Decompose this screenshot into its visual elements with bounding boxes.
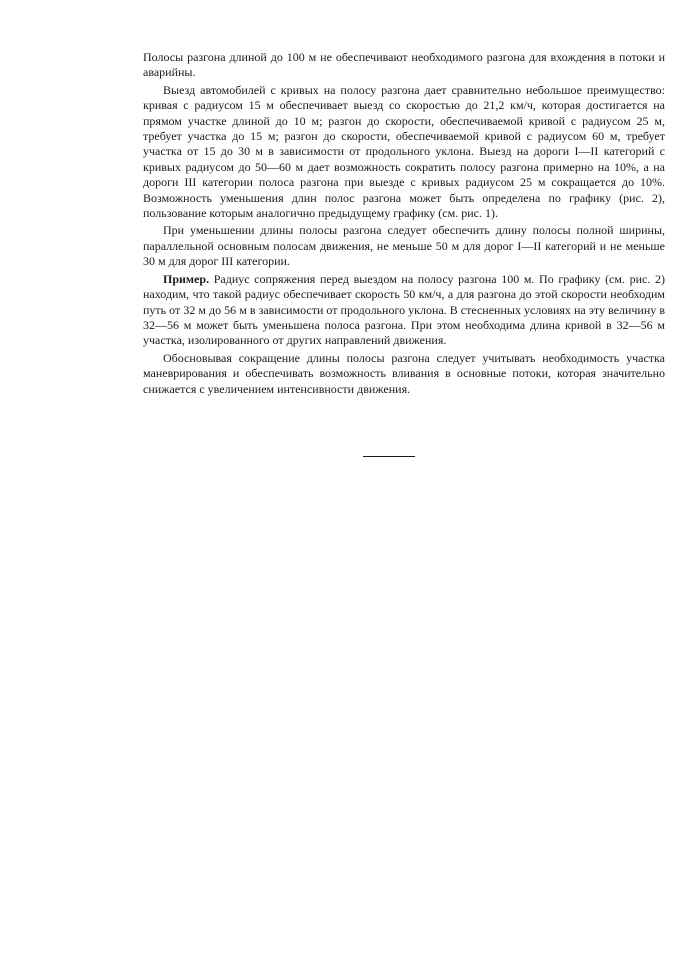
paragraph-2 — [143, 83, 665, 222]
paragraph-3-text: При уменьшении длины полосы разгона следует обеспечить длину полосы полной ширины, параллельной основным полосам движения, не меньше 50 м для дорог I—II категорий и не меньше 30 м для дорог III категории. — [143, 223, 665, 269]
paragraph-2-text: Выезд автомобилей с кривых на полосу разгона дает сравнительно небольшое преимущество: кривая с радиусом 15 м обеспечивает выезд со скоростью до 21,2 км/ч, которая достигается на прямом участке длиной до 10 м; разгон до скорости, обеспечиваемой кривой с радиусом 25 м, требует участка до 15 м; разгон до скорости, обеспечиваемой кривой с радиусом 60 м, требует участка от 15 до 30 м в зависимости от продольного уклона. Выезд на дороги I—II категорий с кривых радиусом до 50—60 м дает возможность сократить полосу разгона примерно на 10%, а на дороги III категории полоса разгона при выезде с кривых радиусом 25 м сокращается до 10%. Возможность уменьшения длин полос разгона может быть определена по графику (рис. 2), пользование которым аналогично предыдущему графику (см. рис. 1). — [143, 82, 665, 221]
paragraph-1 — [143, 50, 665, 81]
end-divider — [363, 456, 415, 457]
paragraph-5-text: Обосновывая сокращение длины полосы разгона следует учитывать необходимость участка маневрирования и обеспечивать возможность вливания в основные потоки, которая значительно снижается с увеличением интенсивности движения. — [143, 350, 665, 396]
paragraph-5 — [143, 351, 665, 397]
example-lead: Пример. — [163, 271, 210, 286]
body-text — [143, 50, 665, 397]
paragraph-3 — [143, 223, 665, 269]
paragraph-4-example — [143, 272, 665, 349]
paragraph-4-text: Радиус сопряжения перед выездом на полосу разгона 100 м. По графику (см. рис. 2) находим, что такой радиус обеспечивает скорость 50 км/ч, а для разгона до этой скорости необходим путь от 32 м до 56 м в зависимости от продольного уклона. В стесненных условиях на эту величину в 32—56 м может быть уменьшена полоса разгона. При этом необходима длина кривой в 32—56 м участка, изолированного от других направлений движения. — [143, 271, 665, 348]
paragraph-1-text: Полосы разгона длиной до 100 м не обеспечивают необходимого разгона для вхождения в потоки и аварийны. — [143, 50, 665, 80]
